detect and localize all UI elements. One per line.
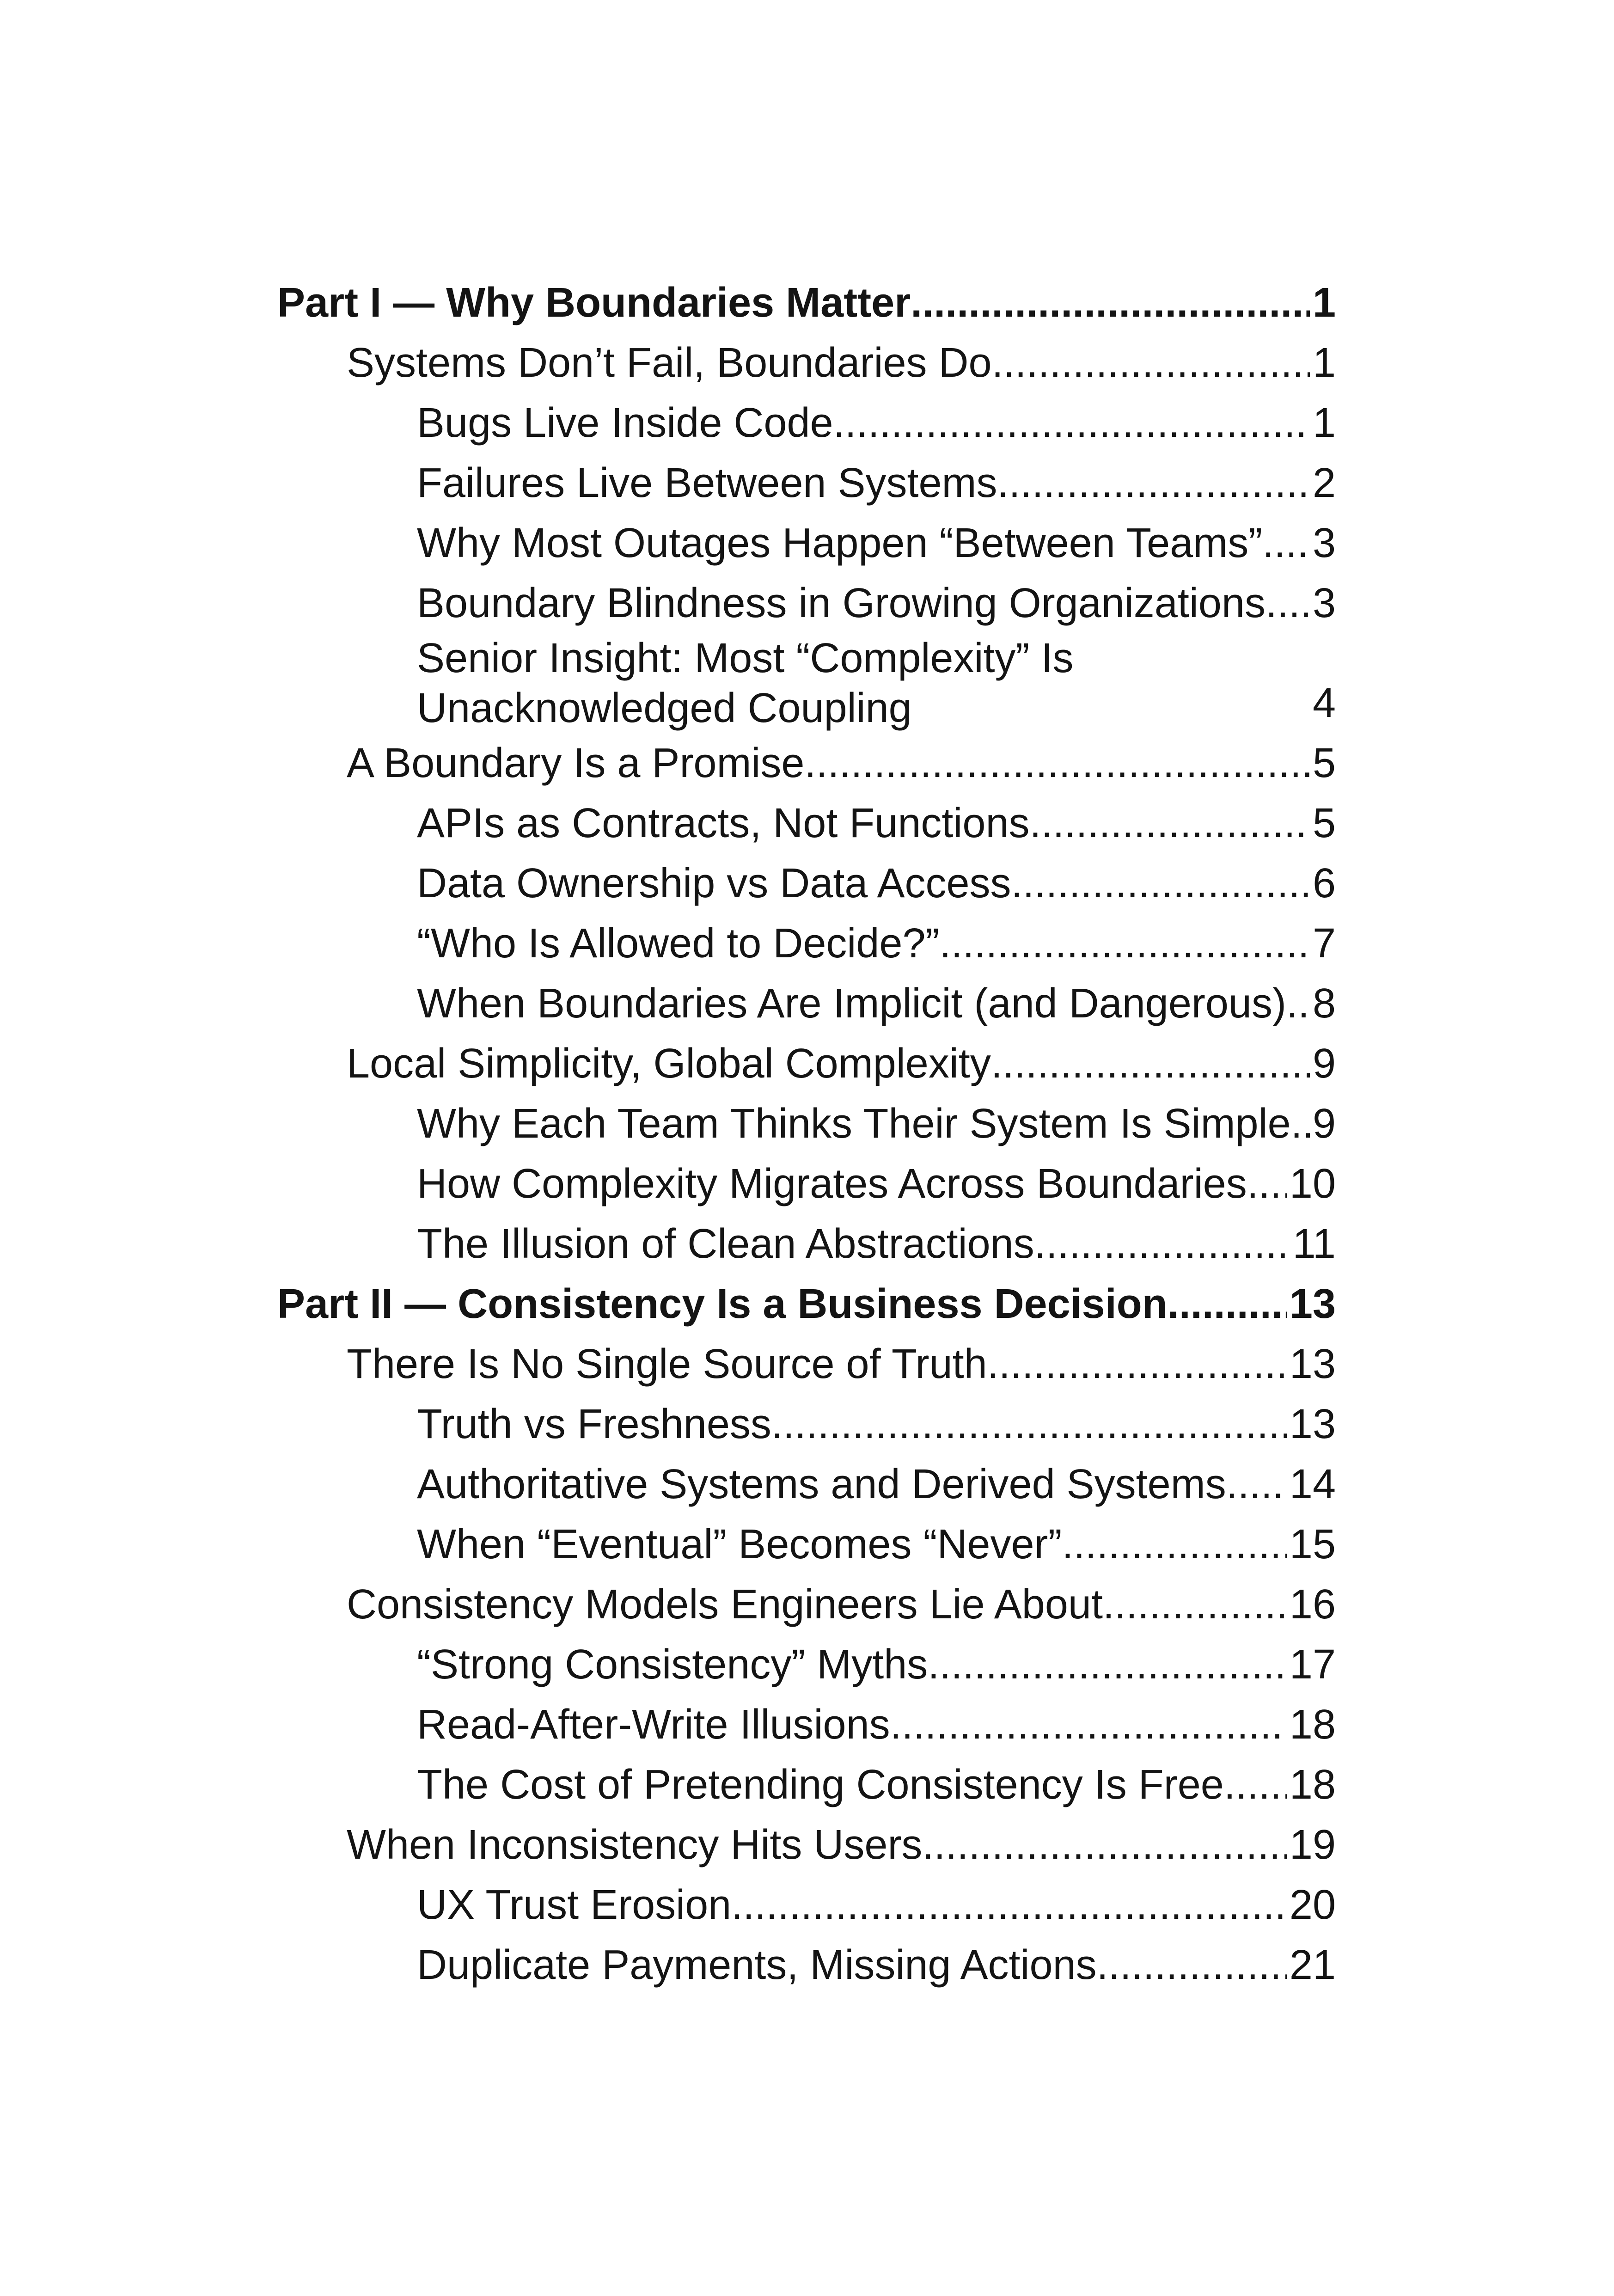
toc-entry-title: A Boundary Is a Promise [347, 740, 805, 786]
toc-entry-title: When Boundaries Are Implicit (and Dangerous) [417, 980, 1286, 1027]
toc-section[interactable] [277, 793, 1336, 853]
toc-entry-title: Part I — Why Boundaries Matter [277, 280, 911, 326]
dot-leader [1262, 513, 1310, 573]
dot-leader [911, 273, 1310, 333]
toc-chapter[interactable] [277, 1574, 1336, 1635]
toc-entry-title: Boundary Blindness in Growing Organizations [417, 580, 1266, 626]
toc-page-number: 7 [1312, 920, 1336, 967]
toc-entry-title: How Complexity Migrates Across Boundaries [417, 1161, 1247, 1207]
dot-leader [1224, 1755, 1287, 1815]
toc-section[interactable] [277, 1214, 1336, 1274]
toc-page-number: 16 [1289, 1581, 1336, 1628]
toc-entry-title: Data Ownership vs Data Access [417, 860, 1011, 906]
dot-leader [991, 1034, 1310, 1094]
dot-leader [997, 453, 1310, 513]
toc-entry-title: Why Each Team Thinks Their System Is Simple [417, 1101, 1291, 1147]
toc-entry-title: There Is No Single Source of Truth [347, 1341, 987, 1387]
toc-chapter[interactable] [277, 1334, 1336, 1394]
toc-entry-title: “Who Is Allowed to Decide?” [417, 920, 940, 967]
toc-section[interactable] [277, 1154, 1336, 1214]
table-of-contents [277, 273, 1336, 1995]
toc-section[interactable] [277, 1695, 1336, 1755]
dot-leader [1291, 1094, 1310, 1154]
toc-section[interactable] [277, 1394, 1336, 1454]
toc-entry-title: Senior Insight: Most “Complexity” Is Unacknowledged Coupling [417, 635, 1074, 731]
dot-leader [1062, 1514, 1286, 1574]
toc-entry-title: “Strong Consistency” Myths [417, 1641, 928, 1688]
dot-leader [1097, 1935, 1287, 1995]
dot-leader [771, 1394, 1287, 1454]
toc-page-number: 3 [1312, 520, 1336, 566]
toc-entry-title: Duplicate Payments, Missing Actions [417, 1942, 1097, 1988]
toc-page-number: 13 [1289, 1401, 1336, 1447]
toc-page-number: 8 [1312, 980, 1336, 1027]
toc-section[interactable] [277, 974, 1336, 1034]
dot-leader [1103, 1574, 1287, 1635]
toc-section[interactable] [277, 393, 1336, 453]
toc-page-number: 5 [1312, 740, 1336, 786]
toc-part-2[interactable] [277, 1274, 1336, 1334]
dot-leader [1034, 1214, 1290, 1274]
toc-entry-title: Truth vs Freshness [417, 1401, 771, 1447]
dot-leader [1168, 1274, 1287, 1334]
dot-leader [833, 393, 1310, 453]
toc-chapter[interactable] [277, 1034, 1336, 1094]
toc-entry-title: Authoritative Systems and Derived Systems [417, 1461, 1226, 1507]
toc-section[interactable] [277, 1514, 1336, 1574]
dot-leader [731, 1875, 1287, 1935]
dot-leader [928, 1635, 1287, 1695]
dot-leader [1247, 1154, 1287, 1214]
toc-page-number: 13 [1289, 1281, 1336, 1327]
toc-page-number: 18 [1289, 1762, 1336, 1808]
dot-leader [804, 733, 1309, 793]
dot-leader [1286, 974, 1310, 1034]
toc-entry-title: Failures Live Between Systems [417, 460, 997, 506]
toc-page-number: 6 [1312, 860, 1336, 906]
toc-section[interactable] [277, 513, 1336, 573]
toc-page-number: 1 [1312, 280, 1336, 326]
toc-page-number: 5 [1312, 800, 1336, 846]
dot-leader [890, 1695, 1287, 1755]
toc-section[interactable] [277, 853, 1336, 913]
toc-section[interactable] [277, 453, 1336, 513]
dot-leader [1011, 853, 1310, 913]
toc-page-number: 9 [1312, 1101, 1336, 1147]
toc-entry-title: UX Trust Erosion [417, 1882, 732, 1928]
toc-page-number: 17 [1289, 1641, 1336, 1688]
toc-page-number: 13 [1289, 1341, 1336, 1387]
toc-entry-title: Systems Don’t Fail, Boundaries Do [347, 340, 992, 386]
toc-section[interactable] [277, 913, 1336, 974]
toc-page-number: 10 [1289, 1161, 1336, 1207]
toc-entry-title: When “Eventual” Becomes “Never” [417, 1521, 1062, 1567]
toc-entry-title: Part II — Consistency Is a Business Decision [277, 1281, 1168, 1327]
toc-page-number: 19 [1289, 1822, 1336, 1868]
toc-part-1[interactable] [277, 273, 1336, 333]
toc-entry-title: The Cost of Pretending Consistency Is Free [417, 1762, 1224, 1808]
dot-leader [940, 913, 1310, 974]
toc-entry-title: When Inconsistency Hits Users [347, 1822, 923, 1868]
toc-entry-title: The Illusion of Clean Abstractions [417, 1221, 1034, 1267]
toc-section[interactable] [277, 1935, 1336, 1995]
toc-entry-title: APIs as Contracts, Not Functions [417, 800, 1030, 846]
toc-entry-title: Why Most Outages Happen “Between Teams” [417, 520, 1263, 566]
toc-page-number: 2 [1312, 460, 1336, 506]
toc-page-number: 9 [1312, 1041, 1336, 1087]
toc-page-number: 18 [1289, 1702, 1336, 1748]
toc-entry-title: Bugs Live Inside Code [417, 400, 833, 446]
toc-section[interactable] [277, 1454, 1336, 1514]
dot-leader [922, 1815, 1286, 1875]
toc-entry-title: Local Simplicity, Global Complexity [347, 1041, 991, 1087]
toc-page-number: 11 [1292, 1221, 1336, 1267]
toc-page-number: 1 [1312, 400, 1336, 446]
toc-page-number: 15 [1289, 1521, 1336, 1567]
toc-section[interactable] [277, 633, 1336, 733]
toc-section[interactable] [277, 573, 1336, 633]
toc-page-number: 20 [1289, 1882, 1336, 1928]
toc-chapter[interactable] [277, 733, 1336, 793]
toc-chapter[interactable] [277, 1815, 1336, 1875]
toc-entry-title: Read-After-Write Illusions [417, 1702, 890, 1748]
toc-page-number: 1 [1312, 340, 1336, 386]
dot-leader [1226, 1454, 1287, 1514]
toc-page-number: 14 [1289, 1461, 1336, 1507]
dot-leader [992, 333, 1310, 393]
toc-section[interactable] [277, 1635, 1336, 1695]
dot-leader [1266, 573, 1310, 633]
dot-leader [987, 1334, 1287, 1394]
toc-section[interactable] [277, 1094, 1336, 1154]
toc-entry-title: Consistency Models Engineers Lie About [347, 1581, 1103, 1628]
toc-chapter[interactable] [277, 333, 1336, 393]
dot-leader [1030, 793, 1310, 853]
toc-page-number: 4 [1312, 680, 1336, 726]
toc-page-number: 3 [1312, 580, 1336, 626]
toc-section[interactable] [277, 1875, 1336, 1935]
toc-section[interactable] [277, 1755, 1336, 1815]
toc-page-number: 21 [1289, 1942, 1336, 1988]
